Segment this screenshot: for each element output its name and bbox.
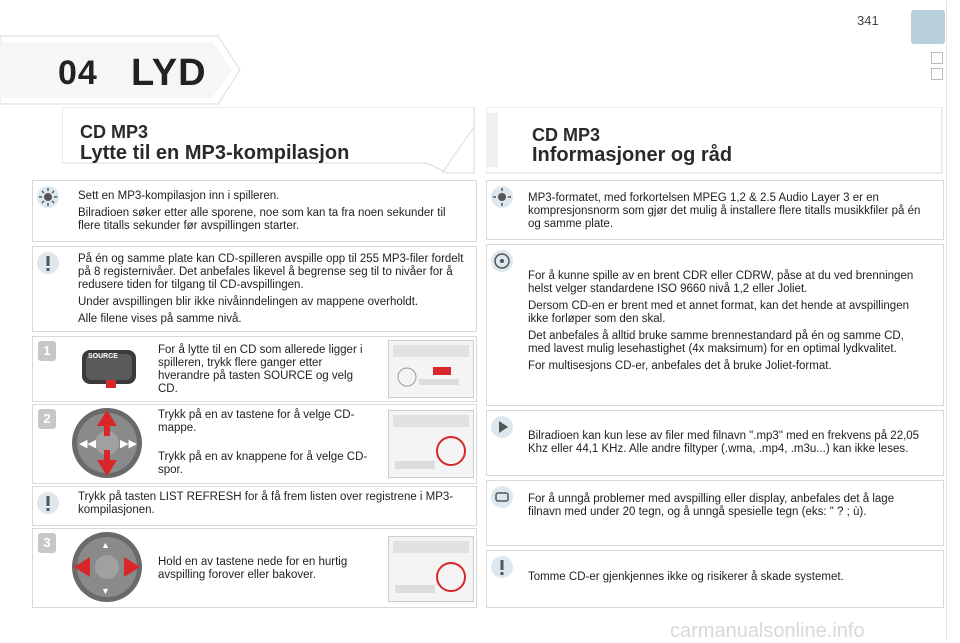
info4-text: For å unngå problemer med avspilling eller display, anbefales det å lage filnavn med under 20 tegn, og å unngå spesielle tegn (eks: " ? ; ù). <box>528 493 895 518</box>
info5-text: Tomme CD-er gjenkjennes ikke og risikerer å skade systemet. <box>528 571 844 583</box>
svg-text:▶▶: ▶▶ <box>120 438 137 450</box>
step2-text1: Trykk på en av tastene for å velge CD-mappe. <box>158 409 355 434</box>
info2-p2: Dersom CD-en er brent med et annet format, kan det hende at avspillingen ikke forløper som den skal. <box>528 300 909 325</box>
svg-text:▼: ▼ <box>101 586 110 596</box>
warning-icon <box>36 251 60 275</box>
left-heading-line2: Lytte til en MP3-kompilasjon <box>80 142 350 164</box>
svg-text:◀◀: ◀◀ <box>79 438 96 450</box>
step1-text: For å lytte til en CD som allerede ligger i spilleren, trykk flere ganger etter hverandre på tasten SOURCE og velg CD. <box>158 344 363 395</box>
play-icon <box>490 415 514 439</box>
radio-illustration <box>388 410 474 478</box>
info2-p3: Det anbefales å alltid bruke samme brennestandard på én og samme CD, med lavest mulig lesehastighet (4x maksimum) for en optimal lydkvalitet. <box>528 330 904 355</box>
chapter-title: LYD <box>131 52 207 94</box>
warning-p1: På én og samme plate kan CD-spilleren avspille opp til 255 MP3-filer fordelt på 8 registernivåer. Det anbefales likevel å begrense seg til to nivåer for å redusere tiden for tilgang til CD-avspillingen. <box>78 253 464 291</box>
warning-icon <box>490 555 514 579</box>
right-heading-line2: Informasjoner og råd <box>532 144 733 166</box>
source-button-illustration <box>80 340 138 396</box>
radio-illustration <box>388 340 474 398</box>
direction-pad-illustration <box>70 530 144 604</box>
page-number: 341 <box>857 13 879 28</box>
step3-badge: 3 <box>38 533 56 553</box>
page-edge-line <box>946 0 947 640</box>
list-refresh-text: Trykk på tasten LIST REFRESH for å få frem listen over registrene i MP3-kompilasjonen. <box>78 491 454 516</box>
right-heading-line1: CD MP3 <box>532 125 601 145</box>
intro-p2: Bilradioen søker etter alle sporene, noe som kan ta fra noen sekunder til flere titalls sekunder før avspillingen starter. <box>78 207 446 232</box>
intro-text <box>78 190 458 237</box>
sun-icon <box>36 185 60 209</box>
step3-text: Hold en av tastene nede for en hurtig avspilling forover eller bakover. <box>158 556 348 581</box>
warning-icon <box>36 491 60 515</box>
sun-icon <box>490 185 514 209</box>
svg-text:▲: ▲ <box>101 540 110 550</box>
source-button-label: SOURCE <box>88 353 118 360</box>
step2-text2: Trykk på en av knappene for å velge CD-spor. <box>158 451 368 476</box>
nav-square-icon <box>931 68 943 80</box>
step1-badge: 1 <box>38 341 56 361</box>
page-corner-tab <box>911 10 945 44</box>
intro-p1: Sett en MP3-kompilasjon inn i spilleren. <box>78 190 280 202</box>
info2-p4: For multisesjons CD-er, anbefales det å bruke Joliet-format. <box>528 360 832 372</box>
info3-text: Bilradioen kan kun lese av filer med filnavn ".mp3" med en frekvens på 22,05 Khz eller 44,1 KHz. Alle andre filtyper (.wma, .mp4, .m3u...) kan ikke leses. <box>528 430 920 455</box>
watermark: carmanualsonline.info <box>670 620 865 642</box>
left-heading-line1: CD MP3 <box>80 122 149 142</box>
disc-icon <box>490 249 514 273</box>
info1-text: MP3-formatet, med forkortelsen MPEG 1,2 & 2.5 Audio Layer 3 er en kompresjonsnorm som gjør det mulig å installere flere titalls musikkfiler på én og samme plate. <box>528 192 921 230</box>
radio-illustration <box>388 536 474 602</box>
nav-square-icon <box>931 52 943 64</box>
info2-p1: For å kunne spille av en brent CDR eller CDRW, påse at du ved brenningen helst velger standardene ISO 9660 nivå 1,2 eller Joliet. <box>528 270 914 295</box>
display-icon <box>490 485 514 509</box>
warning-p2: Under avspillingen blir ikke nivåinndelingen av mappene overholdt. <box>78 296 419 308</box>
warning-p3: Alle filene vises på samme nivå. <box>78 313 242 325</box>
info2-text <box>528 270 928 377</box>
chapter-banner <box>0 34 250 106</box>
chapter-number: 04 <box>58 54 98 92</box>
warning-text <box>78 253 468 330</box>
direction-pad-illustration <box>70 406 144 480</box>
step2-badge: 2 <box>38 409 56 429</box>
